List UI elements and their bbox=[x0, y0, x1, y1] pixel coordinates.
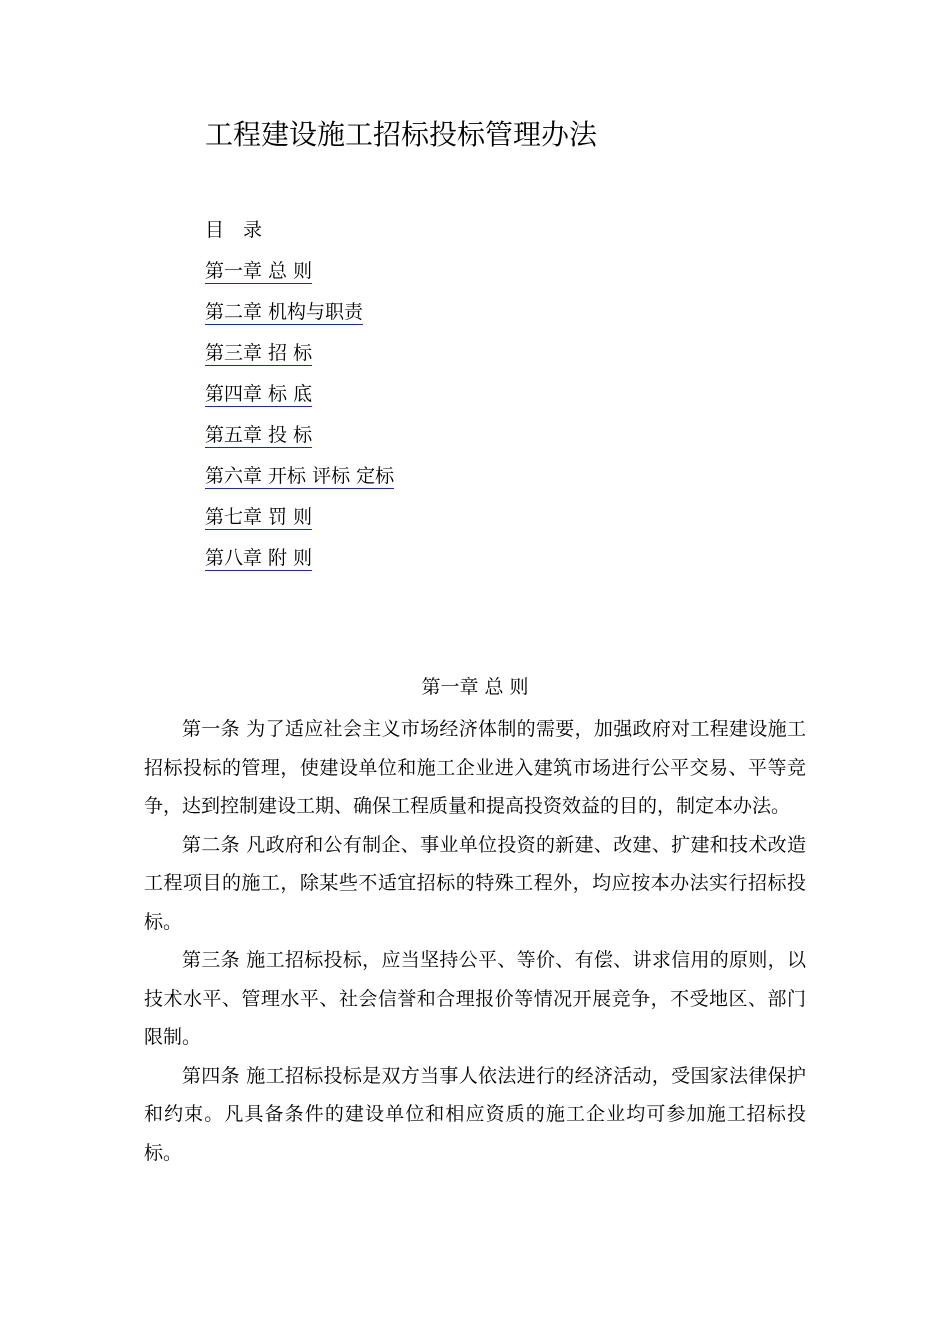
toc-item bbox=[205, 298, 394, 339]
article-paragraph: 第四条 施工招标投标是双方当事人依法进行的经济活动，受国家法律保护和约束。凡具备条件的建设单位和相应资质的施工企业均可参加施工招标投标。 bbox=[144, 1064, 806, 1164]
toc-link-chapter-7[interactable]: 第七章 罚 则 bbox=[205, 506, 313, 528]
toc-item bbox=[205, 257, 394, 298]
toc-item bbox=[205, 380, 394, 421]
toc-link-chapter-3[interactable]: 第三章 招 标 bbox=[205, 342, 313, 364]
toc-item bbox=[205, 544, 394, 585]
toc-link-chapter-4[interactable]: 第四章 标 底 bbox=[205, 383, 313, 405]
chapter-heading: 第一章 总 则 bbox=[421, 676, 529, 698]
article-paragraph: 第三条 施工招标投标，应当坚持公平、等价、有偿、讲求信用的原则，以技术水平、管理水平、社会信誉和合理报价等情况开展竞争，不受地区、部门限制。 bbox=[144, 949, 806, 1048]
toc-link-chapter-2[interactable]: 第二章 机构与职责 bbox=[205, 301, 364, 323]
table-of-contents bbox=[205, 257, 394, 585]
article-paragraph: 第二条 凡政府和公有制企、事业单位投资的新建、改建、扩建和技术改造工程项目的施工，除某些不适宜招标的特殊工程外，均应按本办法实行招标投标。 bbox=[144, 833, 806, 933]
toc-item bbox=[205, 462, 394, 503]
toc-item bbox=[205, 339, 394, 380]
toc-heading: 目 录 bbox=[205, 219, 263, 241]
toc-link-chapter-1[interactable]: 第一章 总 则 bbox=[205, 260, 313, 282]
toc-link-chapter-6[interactable]: 第六章 开标 评标 定标 bbox=[205, 465, 395, 487]
toc-item bbox=[205, 421, 394, 462]
chapter-body bbox=[144, 710, 806, 1172]
document-title: 工程建设施工招标投标管理办法 bbox=[205, 118, 598, 151]
article-paragraph: 第一条 为了适应社会主义市场经济体制的需要，加强政府对工程建设施工招标投标的管理，使建设单位和施工企业进入建筑市场进行公平交易、平等竞争，达到控制建设工期、确保工程质量和提高投资效益的目的，制定本办法。 bbox=[144, 718, 806, 817]
toc-item bbox=[205, 503, 394, 544]
toc-link-chapter-5[interactable]: 第五章 投 标 bbox=[205, 424, 313, 446]
toc-link-chapter-8[interactable]: 第八章 附 则 bbox=[205, 547, 313, 569]
